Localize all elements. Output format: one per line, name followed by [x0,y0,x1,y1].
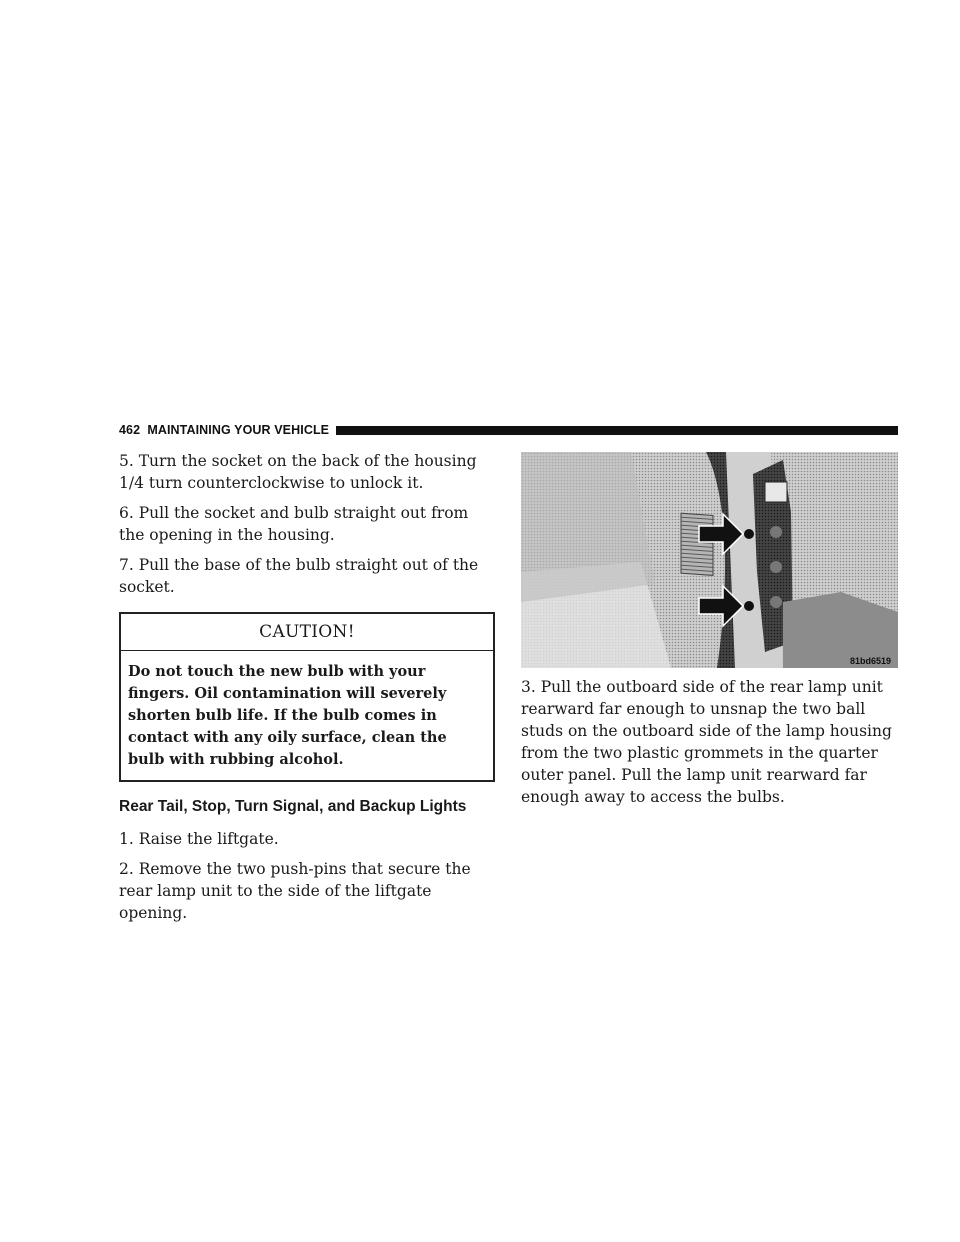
left-column [119,450,495,932]
caution-title: CAUTION! [121,614,493,651]
page-header-text [119,423,329,437]
caution-box [119,612,495,782]
page-header [119,422,898,438]
header-rule [336,426,898,435]
rear-lamp-illustration [521,452,898,668]
figure-code: 81bd6519 [849,656,891,666]
step-6: 6. Pull the socket and bulb straight out from the opening in the housing. [119,504,469,544]
rear-lamp-photo [521,452,898,668]
step-2: 2. Remove the two push-pins that secure the rear lamp unit to the side of the liftgate opening. [119,860,471,922]
section-title: MAINTAINING YOUR VEHICLE [147,423,330,437]
page-number: 462 [119,423,141,437]
section-subheading: Rear Tail, Stop, Turn Signal, and Backup Lights [119,798,467,815]
right-column [521,676,898,808]
step-1: 1. Raise the liftgate. [119,830,279,848]
step-3: 3. Pull the outboard side of the rear lamp unit rearward far enough to unsnap the two ball studs on the outboard side of the lamp housing from the two plastic grommets in the quarter outer panel. Pull the lamp unit rearward far enough away to access the bulbs. [521,678,892,806]
caution-body: Do not touch the new bulb with your fingers. Oil contamination will severely shorten bulb life. If the bulb comes in contact with any oily surface, clean the bulb with rubbing alcohol. [128,663,447,768]
step-5: 5. Turn the socket on the back of the housing 1/4 turn counterclockwise to unlock it. [119,452,477,492]
step-7: 7. Pull the base of the bulb straight out of the socket. [119,556,479,596]
